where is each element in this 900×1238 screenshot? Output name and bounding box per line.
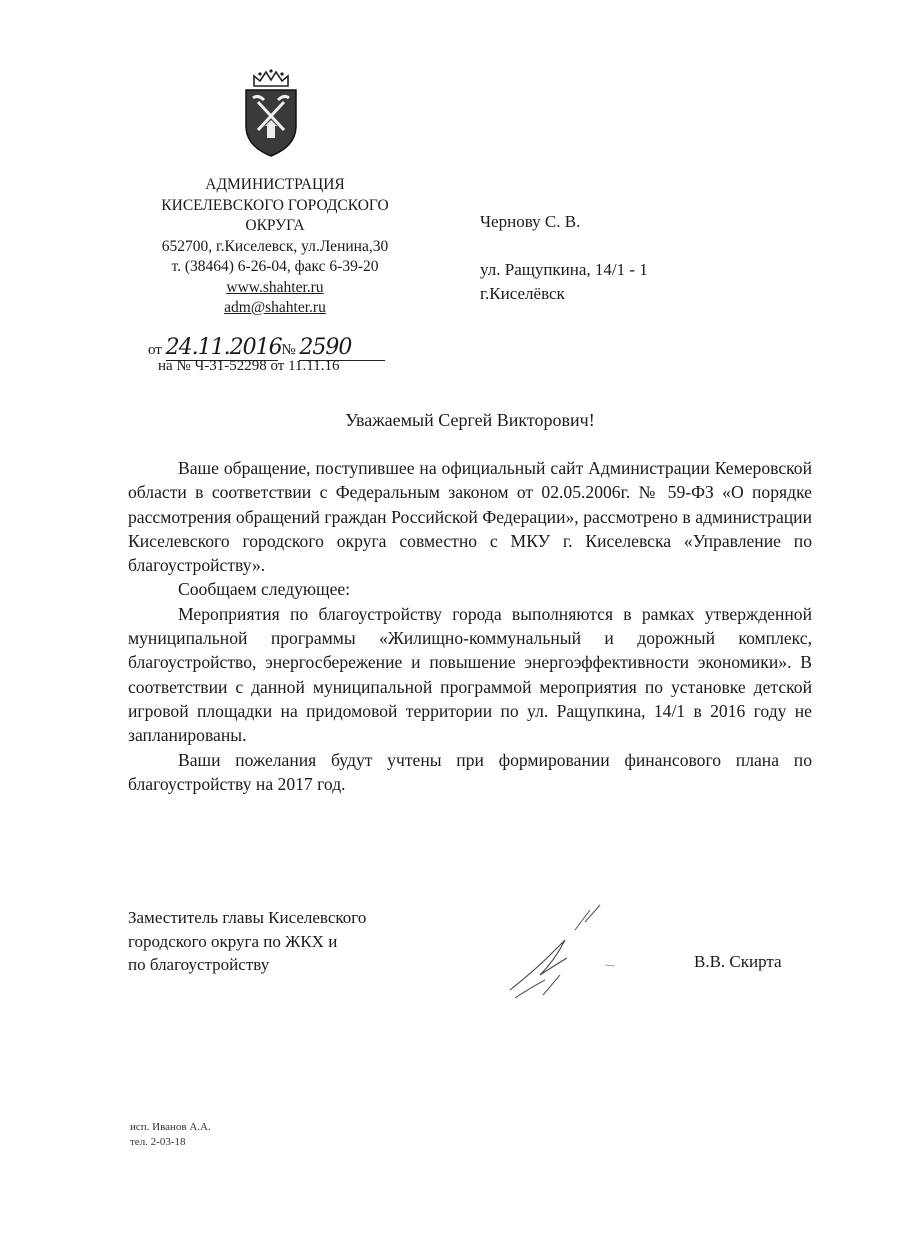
executor-name: исп. Иванов А.А. [130,1121,211,1133]
coat-of-arms-icon [240,68,302,158]
org-phone: т. (38464) 6-26-04, факс 6-39-20 [171,258,379,275]
recipient-block [480,210,648,306]
number-label: № [281,342,296,358]
paragraph-4: Ваши пожелания будут учтены при формировании финансового плана по благоустройству на 2017 год. [128,749,812,794]
handwritten-signature [505,900,625,1010]
org-email-link[interactable]: adm@shahter.ru [224,299,326,316]
executor-info [130,1120,211,1150]
from-label: от [148,342,162,358]
handwritten-date: 24.11.2016 [165,335,282,360]
letter-body [128,456,812,796]
executor-phone: тел. 2-03-18 [130,1136,186,1148]
recipient-street: ул. Ращупкина, 14/1 - 1 [480,260,648,279]
recipient-city: г.Киселёвск [480,284,565,303]
handwritten-number: 2590 [299,335,352,360]
org-name-line-3: ОКРУГА [245,217,305,234]
org-website-link[interactable]: www.shahter.ru [226,278,324,296]
organization-header [130,175,420,319]
paragraph-2: Сообщаем следующее: [178,579,351,600]
signatory-name: В.В. Скирта [694,952,782,971]
org-name-line-2: КИСЕЛЕВСКОГО ГОРОДСКОГО [161,196,389,214]
org-name-line-1: АДМИНИСТРАЦИЯ [205,176,345,193]
org-address: 652700, г.Киселевск, ул.Ленина,30 [161,237,389,255]
signatory-title [128,906,366,977]
signatory-title-line-3: по благоустройству [128,955,270,974]
signatory-title-line-1: Заместитель главы Киселевского [128,908,367,927]
signatory-title-line-2: городского округа по ЖКХ и [128,931,338,951]
recipient-name: Чернову С. В. [480,212,581,231]
paragraph-1: Ваше обращение, поступившее на официальный сайт Администрации Кемеровской области в соответствии с Федеральным законом от 02.05.2006г. № 59-ФЗ «О порядке рассмотрения обращений граждан Российской Федерации», рассмотрено в администрации Киселевского городского округа совместно с МКУ г. Киселевска «Управление по благоустройству». [128,458,812,576]
greeting: Уважаемый Сергей Викторович! [345,410,595,430]
paragraph-3: Мероприятия по благоустройству города выполняются в рамках утвержденной муниципальной программы «Жилищно-коммунальный и дорожный комплекс, благоустройство, энергосбережение и повышение энергоэффективности экономики». В соответствии с данной муниципальной программой мероприятия по установке детской игровой площадки на придомовой территории по ул. Ращупкина, 14/1 в 2016 году не запланированы. [128,603,812,746]
incoming-reference: на № Ч-31-52298 от 11.11.16 [158,358,340,374]
